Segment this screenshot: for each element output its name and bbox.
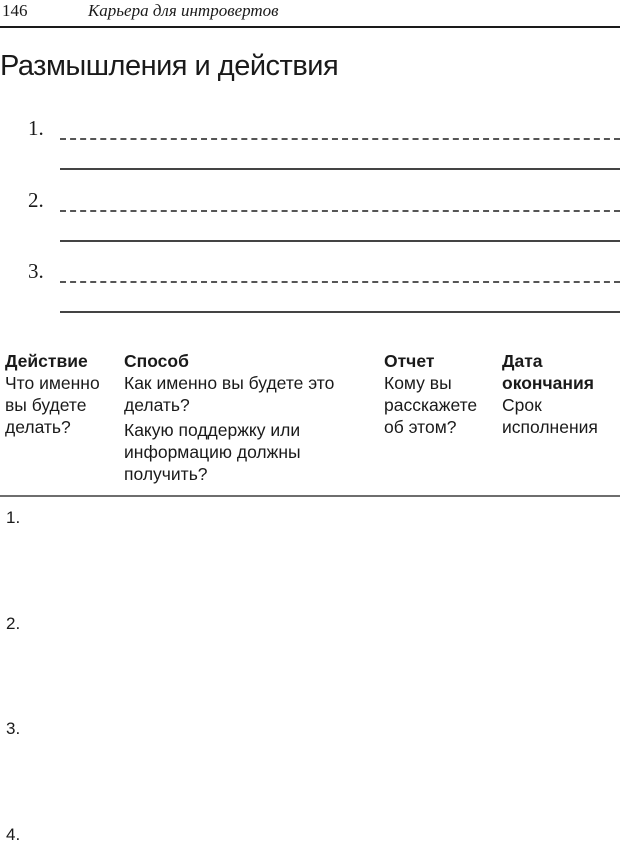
table-row-number: 3.	[6, 719, 21, 738]
table-row-number: 4.	[6, 825, 21, 844]
column-heading: окончания	[502, 373, 594, 393]
column-heading: Способ	[124, 351, 189, 371]
column-description: Как именно вы будете это	[124, 373, 335, 393]
write-in-line[interactable]	[60, 138, 620, 140]
column-description: об этом?	[384, 417, 457, 437]
book-title: Карьера для интровертов	[88, 1, 279, 20]
column-description: делать?	[5, 417, 71, 437]
column-description: делать?	[124, 395, 190, 415]
column-description: Кому вы	[384, 373, 452, 393]
write-in-line[interactable]	[60, 311, 620, 313]
write-in-line[interactable]	[60, 281, 620, 283]
reflection-number: 1.	[28, 116, 44, 140]
column-action	[5, 350, 123, 438]
column-description: Какую поддержку или	[124, 420, 301, 440]
column-description: Что именно	[5, 373, 100, 393]
column-method	[124, 350, 374, 485]
running-head	[0, 0, 620, 28]
table-divider	[0, 495, 620, 497]
column-heading: Отчет	[384, 351, 435, 371]
column-report	[384, 350, 502, 438]
reflection-number: 3.	[28, 259, 44, 283]
column-deadline	[502, 350, 620, 438]
page-number: 146	[2, 1, 28, 20]
column-description: информацию должны	[124, 442, 301, 462]
column-description: получить?	[124, 464, 208, 484]
write-in-line[interactable]	[60, 210, 620, 212]
column-heading: Дата	[502, 351, 543, 371]
write-in-line[interactable]	[60, 168, 620, 170]
column-description: вы будете	[5, 395, 87, 415]
table-row-number: 2.	[6, 614, 21, 633]
write-in-line[interactable]	[60, 240, 620, 242]
column-description: Срок	[502, 395, 542, 415]
column-heading: Действие	[5, 351, 88, 371]
section-title: Размышления и действия	[0, 50, 339, 82]
column-description: расскажете	[384, 395, 478, 415]
table-row-number: 1.	[6, 508, 21, 527]
column-description: исполнения	[502, 417, 598, 437]
reflection-number: 2.	[28, 188, 44, 212]
